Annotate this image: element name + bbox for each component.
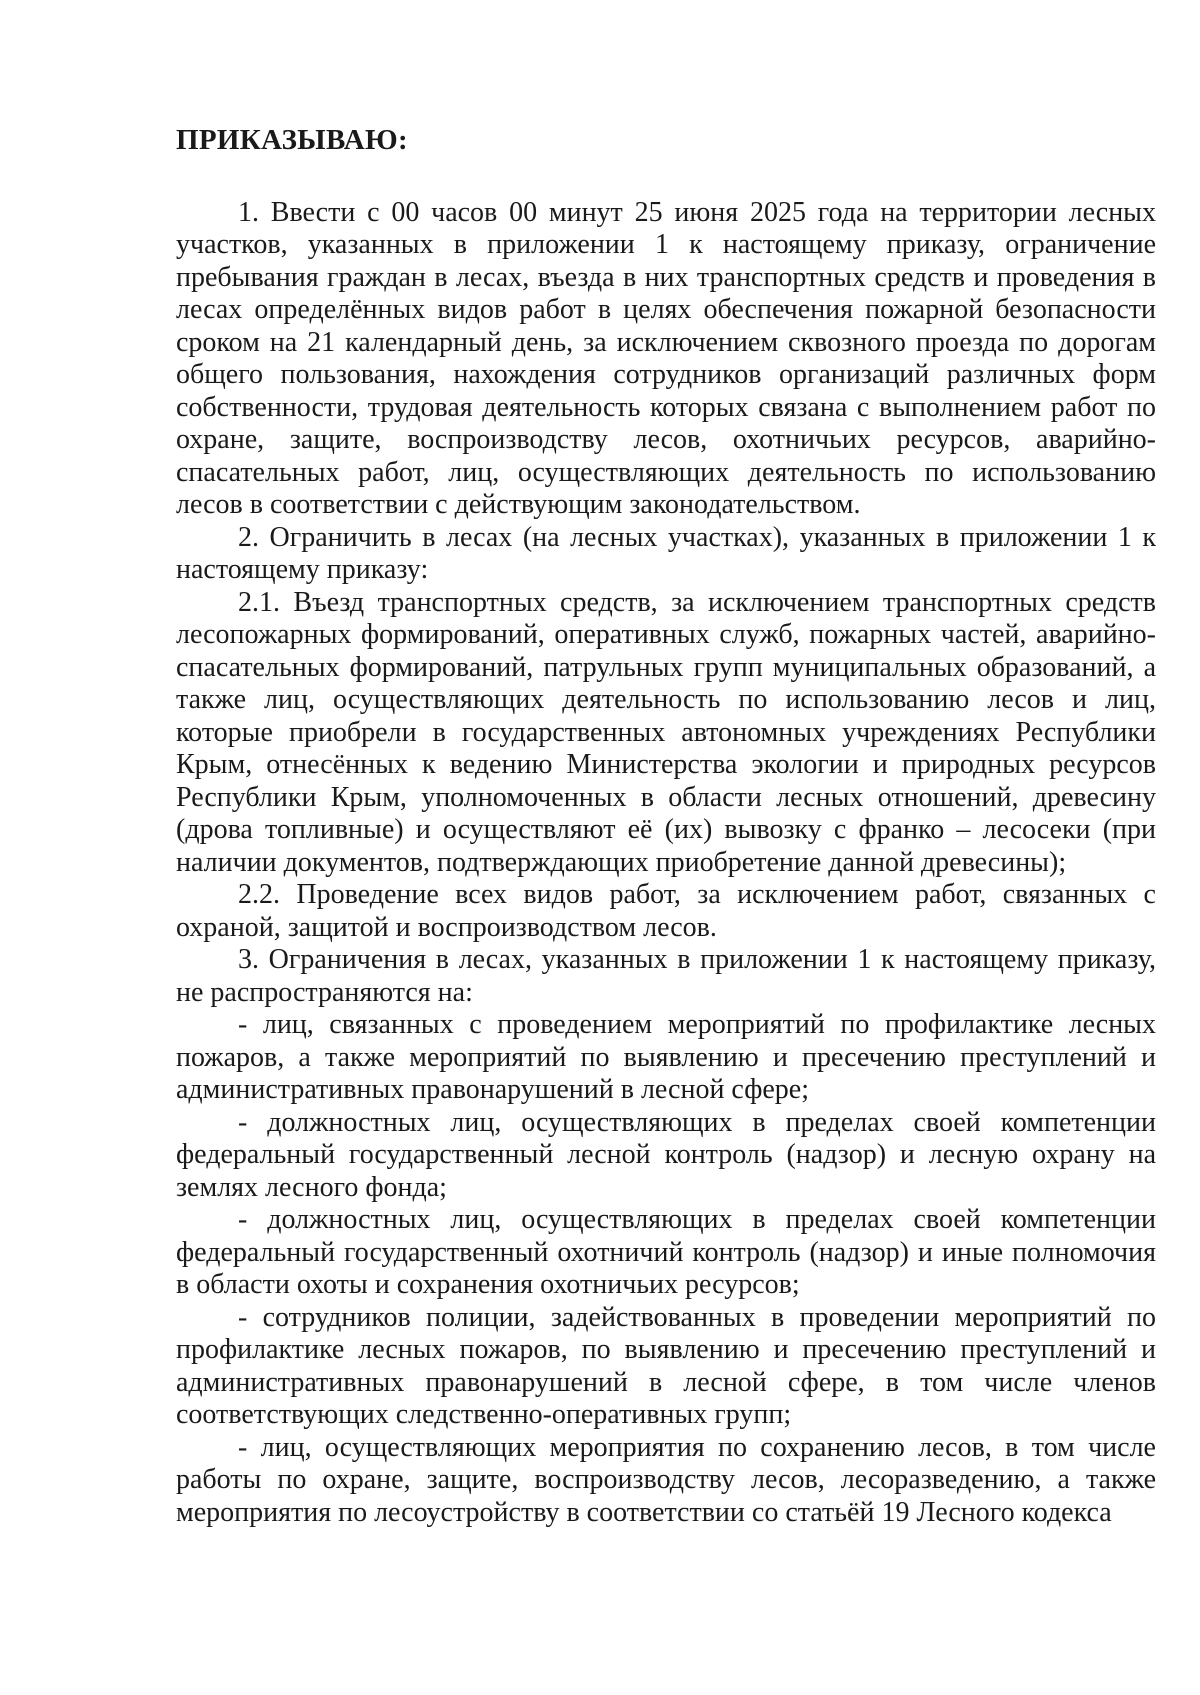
exception-item-2: - должностных лиц, осуществляющих в пределах своей компетенции федеральный государственный лесной контроль (надзор) и лесную охрану на землях лесного фонда; [176,1106,1156,1203]
order-heading: ПРИКАЗЫВАЮ: [176,124,408,156]
paragraph-3: 3. Ограничения в лесах, указанных в приложении 1 к настоящему приказу, не распространяются на: [176,944,1156,1008]
exception-item-1: - лиц, связанных с проведением мероприятий по профилактике лесных пожаров, а также мероприятий по выявлению и пресечению преступлений и административных правонарушений в лесной сфере; [176,1009,1156,1105]
paragraph-2: 2. Ограничить в лесах (на лесных участках), указанных в приложении 1 к настоящему приказу: [176,521,1156,585]
exception-item-4: - сотрудников полиции, задействованных в проведении мероприятий по профилактике лесных пожаров, по выявлению и пресечению преступлений и административных правонарушений в лесной сфере, в том числе членов соответствующих следственно-оперативных групп; [176,1301,1156,1430]
paragraph-2-1: 2.1. Въезд транспортных средств, за исключением транспортных средств лесопожарных формирований, оперативных служб, пожарных частей, аварийно-спасательных формирований, патрульных групп муниципальных образований, а также лиц, осуществляющих деятельность по использованию лесов и лиц, которые приобрели в государственных автономных учреждениях Республики Крым, отнесённых к ведению Министерства экологии и природных ресурсов Республики Крым, уполномоченных в области лесных отношений, древесину (дрова топливные) и осуществляют её (их) вывозку с франко – лесосеки (при наличии документов, подтверждающих приобретение данной древесины); [176,586,1156,878]
document-body [176,124,1156,1529]
paragraph-1: 1. Ввести с 00 часов 00 минут 25 июня 2025 года на территории лесных участков, указанных в приложении 1 к настоящему приказу, ограничение пребывания граждан в лесах, въезда в них транспортных средств и проведения в лесах определённых видов работ в целях обеспечения пожарной безопасности сроком на 21 календарный день, за исключением сквозного проезда по дорогам общего пользования, нахождения сотрудников организаций различных форм собственности, трудовая деятельность которых связана с выполнением работ по охране, защите, воспроизводству лесов, охотничьих ресурсов, аварийно-спасательных работ, лиц, осуществляющих деятельность по использованию лесов в соответствии с действующим законодательством. [176,196,1156,520]
paragraph-2-2: 2.2. Проведение всех видов работ, за исключением работ, связанных с охраной, защитой и воспроизводством лесов. [176,879,1156,943]
exception-item-5: - лиц, осуществляющих мероприятия по сохранению лесов, в том числе работы по охране, защите, воспроизводству лесов, лесоразведению, а также мероприятия по лесоустройству в соответствии со статьёй 19 Лесного кодекса [176,1431,1156,1528]
exception-item-3: - должностных лиц, осуществляющих в пределах своей компетенции федеральный государственный охотничий контроль (надзор) и иные полномочия в области охоты и сохранения охотничьих ресурсов; [176,1204,1156,1300]
